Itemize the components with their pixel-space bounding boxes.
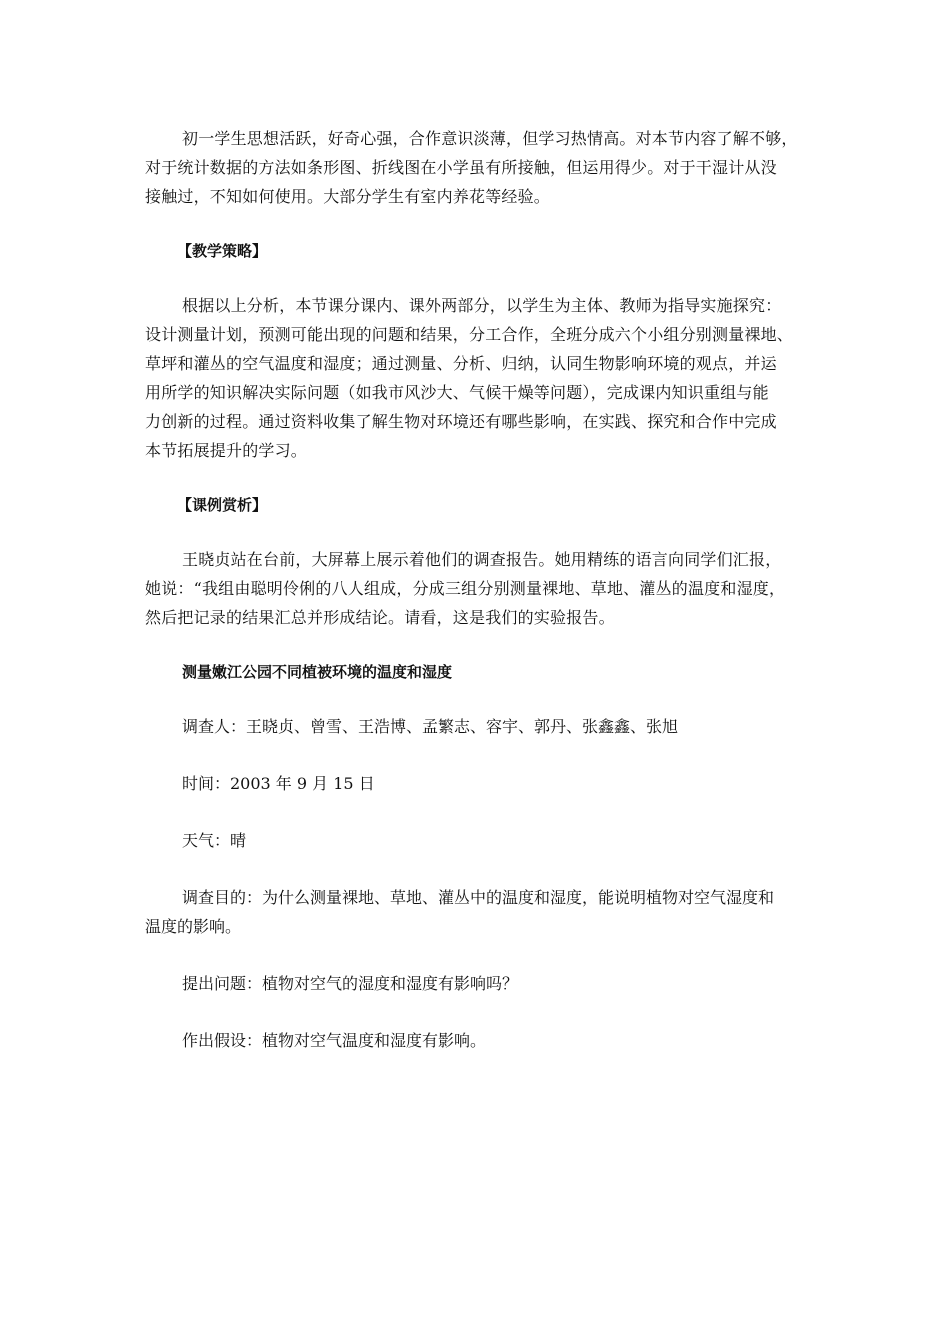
report-purpose — [145, 883, 825, 941]
paragraph-line: 根据以上分析，本节课分课内、课外两部分，以学生为主体、教师为指导实施探究： — [182, 296, 782, 315]
paragraph-line: 然后把记录的结果汇总并形成结论。请看，这是我们的实验报告。 — [145, 608, 615, 627]
paragraph-line: 接触过，不知如何使用。大部分学生有室内养花等经验。 — [145, 187, 551, 206]
report-time: 时间：2003 年 9 月 15 日 — [182, 774, 375, 793]
case-study-heading: 【课例赏析】 — [177, 496, 268, 514]
paragraph-line: 草坪和灌丛的空气温度和湿度；通过测量、分析、归纳，认同生物影响环境的观点，并运 — [145, 354, 777, 373]
student-analysis-paragraph — [145, 124, 825, 211]
report-weather: 天气：晴 — [182, 831, 247, 850]
report-purpose-line: 调查目的：为什么测量裸地、草地、灌丛中的温度和湿度，能说明植物对空气湿度和 — [182, 888, 775, 907]
paragraph-line: 对于统计数据的方法如条形图、折线图在小学虽有所接触，但运用得少。对于干湿计从没 — [145, 158, 777, 177]
report-hypothesis: 作出假设：植物对空气温度和湿度有影响。 — [182, 1031, 487, 1050]
report-question: 提出问题：植物对空气的湿度和湿度有影响吗？ — [182, 974, 519, 993]
paragraph-line: 王晓贞站在台前，大屏幕上展示着他们的调查报告。她用精练的语言向同学们汇报， — [182, 550, 782, 569]
paragraph-line: 用所学的知识解决实际问题（如我市风沙大、气候干燥等问题），完成课内知识重组与能 — [145, 383, 769, 402]
report-title: 测量嫩江公园不同植被环境的温度和湿度 — [182, 663, 453, 681]
paragraph-line: 力创新的过程。通过资料收集了解生物对环境还有哪些影响，在实践、探究和合作中完成 — [145, 412, 777, 431]
paragraph-line: 她说：“我组由聪明伶俐的八人组成，分成三组分别测量裸地、草地、灌丛的温度和湿度， — [145, 579, 786, 598]
report-investigators: 调查人：王晓贞、曾雪、王浩博、孟繁志、容宇、郭丹、张鑫鑫、张旭 — [182, 717, 679, 736]
document-page — [145, 124, 825, 1083]
paragraph-line: 初一学生思想活跃，好奇心强，合作意识淡薄，但学习热情高。对本节内容了解不够， — [182, 129, 798, 148]
teaching-strategy-heading: 【教学策略】 — [177, 242, 268, 260]
report-purpose-line: 温度的影响。 — [145, 917, 242, 936]
teaching-strategy-paragraph — [145, 291, 825, 465]
paragraph-line: 设计测量计划，预测可能出现的问题和结果，分工合作，全班分成六个小组分别测量裸地、 — [145, 325, 794, 344]
case-study-paragraph — [145, 545, 825, 632]
paragraph-line: 本节拓展提升的学习。 — [145, 441, 308, 460]
